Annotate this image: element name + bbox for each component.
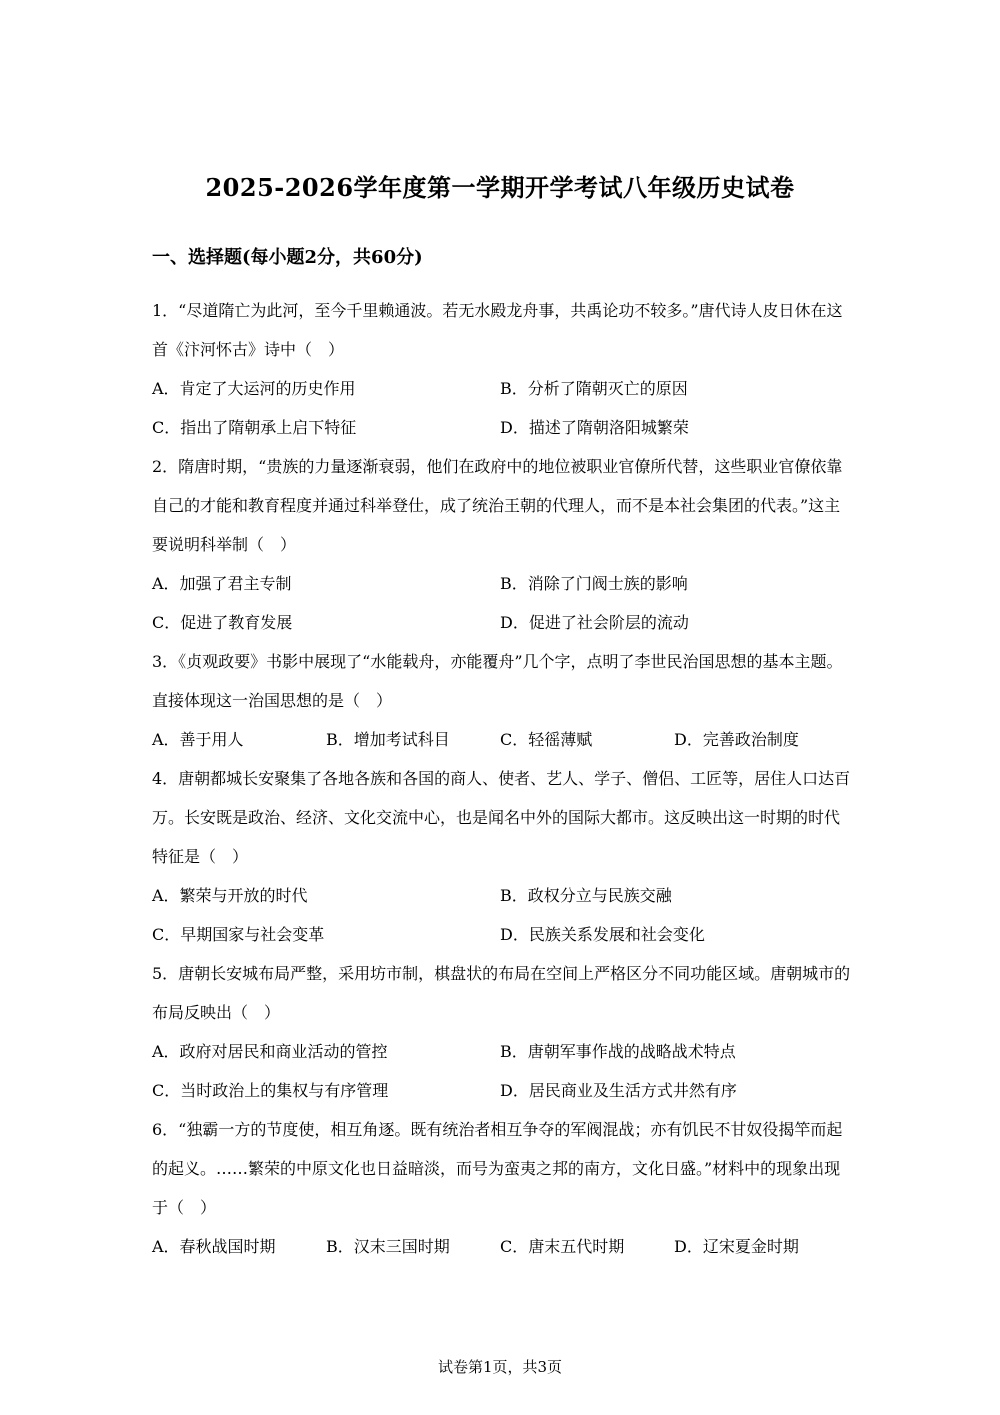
option-b: B．汉末三国时期 [326,1237,450,1256]
option-b: B．消除了门阀士族的影响 [500,574,688,593]
option-a: A．政府对居民和商业活动的管控 [152,1042,388,1061]
option-c: C．当时政治上的集权与有序管理 [152,1081,389,1100]
option-d: D．辽宋夏金时期 [674,1237,799,1256]
option-a: A．加强了君主专制 [152,574,292,593]
question-stem: 4．唐朝都城长安聚集了各地各族和各国的商人、使者、艺人、学子、僧侣、工匠等，居住人口达百万。长安既是政治、经济、文化交流中心，也是闻名中外的国际大都市。这反映出这一时期的时代特征是（ ） [152,769,851,866]
option-b: B．唐朝军事作战的战略战术特点 [500,1042,736,1061]
option-c: C．早期国家与社会变革 [152,925,325,944]
option-d: D．居民商业及生活方式井然有序 [500,1081,737,1100]
question-stem: 6．“独霸一方的节度使，相互角逐。既有统治者相互争夺的军阀混战；亦有饥民不甘奴役揭竿而起的起义。……繁荣的中原文化也日益暗淡，而号为蛮夷之邦的南方，文化日盛。”材料中的现象出现于（ ） [152,1120,843,1217]
option-c: C．指出了隋朝承上启下特征 [152,418,357,437]
option-group [152,1032,852,1110]
option-b: B．政权分立与民族交融 [500,886,672,905]
option-c: C．唐末五代时期 [500,1237,625,1256]
question-2 [152,447,852,642]
question-3 [152,642,852,759]
option-d: D．描述了隋朝洛阳城繁荣 [500,418,689,437]
question-stem: 3．《贞观政要》书影中展现了“水能载舟，亦能覆舟”几个字，点明了李世民治国思想的基本主题。直接体现这一治国思想的是（ ） [152,652,843,710]
option-group [152,1227,852,1266]
option-a: A．春秋战国时期 [152,1237,276,1256]
option-a: A．繁荣与开放的时代 [152,886,308,905]
question-stem: 5．唐朝长安城布局严整，采用坊市制，棋盘状的布局在空间上严格区分不同功能区域。唐朝城市的布局反映出（ ） [152,964,851,1022]
option-group [152,564,852,642]
question-1 [152,291,852,447]
option-b: B．增加考试科目 [326,730,450,749]
page-footer: 试卷第1页，共3页 [437,1358,563,1376]
question-5 [152,954,852,1110]
question-stem: 1．“尽道隋亡为此河，至今千里赖通波。若无水殿龙舟事，共禹论功不较多。”唐代诗人皮日休在这首《汴河怀古》诗中（ ） [152,301,843,359]
option-d: D．民族关系发展和社会变化 [500,925,705,944]
question-stem: 2．隋唐时期，“贵族的力量逐渐衰弱，他们在政府中的地位被职业官僚所代替，这些职业官僚依靠自己的才能和教育程度并通过科举登仕，成了统治王朝的代理人，而不是本社会集团的代表。”这主要说明科举制（ ） [152,457,843,554]
option-a: A．肯定了大运河的历史作用 [152,379,356,398]
option-group [152,720,852,759]
option-d: D．促进了社会阶层的流动 [500,613,689,632]
question-6 [152,1110,852,1266]
question-4 [152,759,852,954]
option-group [152,369,852,447]
option-c: C．轻徭薄赋 [500,730,593,749]
option-group [152,876,852,954]
option-a: A．善于用人 [152,730,244,749]
option-b: B．分析了隋朝灭亡的原因 [500,379,688,398]
section-heading: 一、选择题(每小题2分，共60分) [152,247,423,268]
question-list [152,291,852,1266]
option-d: D．完善政治制度 [674,730,799,749]
exam-title: 2025-2026学年度第一学期开学考试八年级历史试卷 [205,173,795,202]
option-c: C．促进了教育发展 [152,613,293,632]
